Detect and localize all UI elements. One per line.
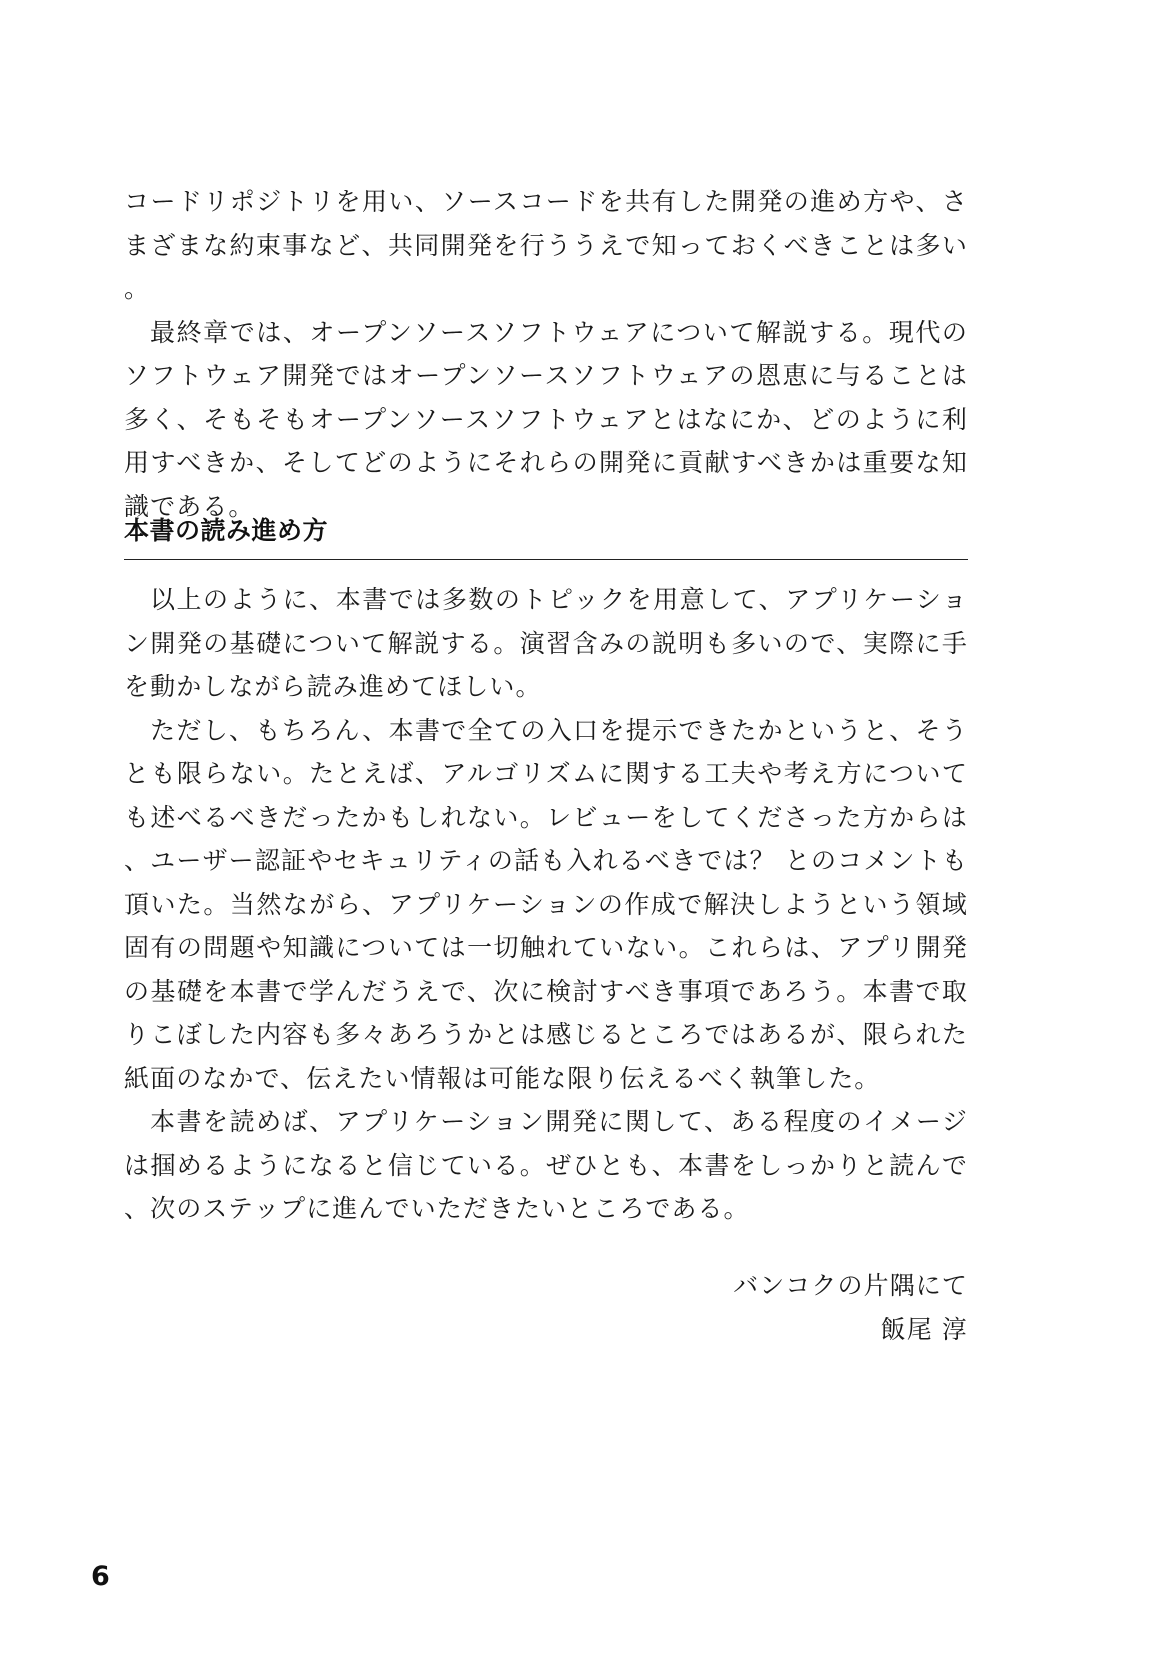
signature <box>733 1264 968 1351</box>
section-body <box>124 578 968 1231</box>
intro-text <box>124 180 968 528</box>
section-paragraph-1: 以上のように、本書では多数のトピックを用意して、アプリケーション開発の基礎について解説する。演習含みの説明も多いので、実際に手を動かしながら読み進めてほしい。 <box>124 585 968 701</box>
section-heading <box>124 516 968 560</box>
intro-paragraph-2: 最終章では、オープンソースソフトウェアについて解説する。現代のソフトウェア開発ではオープンソースソフトウェアの恩恵に与ることは多く、そもそもオープンソースソフトウェアとはなにか、どのように利用すべきか、そしてどのようにそれらの開発に貢献すべきかは重要な知識である。 <box>124 317 968 521</box>
section-paragraph-2: ただし、もちろん、本書で全ての入口を提示できたかというと、そうとも限らない。たとえば、アルゴリズムに関する工夫や考え方についても述べるべきだったかもしれない。レビューをしてくださった方からは、ユーザー認証やセキュリティの話も入れるべきでは？ とのコメントも頂いた。当然ながら、アプリケーションの作成で解決しようという領域固有の問題や知識については一切触れていない。これらは、アプリ開発の基礎を本書で学んだうえで、次に検討すべき事項であろう。本書で取りこぼした内容も多々あろうかとは感じるところではあるが、限られた紙面のなかで、伝えたい情報は可能な限り伝えるべく執筆した。 <box>124 715 968 1093</box>
signature-place: バンコクの片隅にて <box>733 1271 968 1300</box>
signature-author: 飯尾 淳 <box>880 1314 968 1344</box>
page-number: 6 <box>91 1561 110 1592</box>
section-title: 本書の読み進め方 <box>124 516 329 545</box>
section-paragraph-3: 本書を読めば、アプリケーション開発に関して、ある程度のイメージは掴めるようになると信じている。ぜひとも、本書をしっかりと読んで、次のステップに進んでいただきたいところである。 <box>124 1107 968 1223</box>
intro-paragraph-1: コードリポジトリを用い、ソースコードを共有した開発の進め方や、さまざまな約束事など、共同開発を行ううえで知っておくべきことは多い。 <box>124 187 968 303</box>
